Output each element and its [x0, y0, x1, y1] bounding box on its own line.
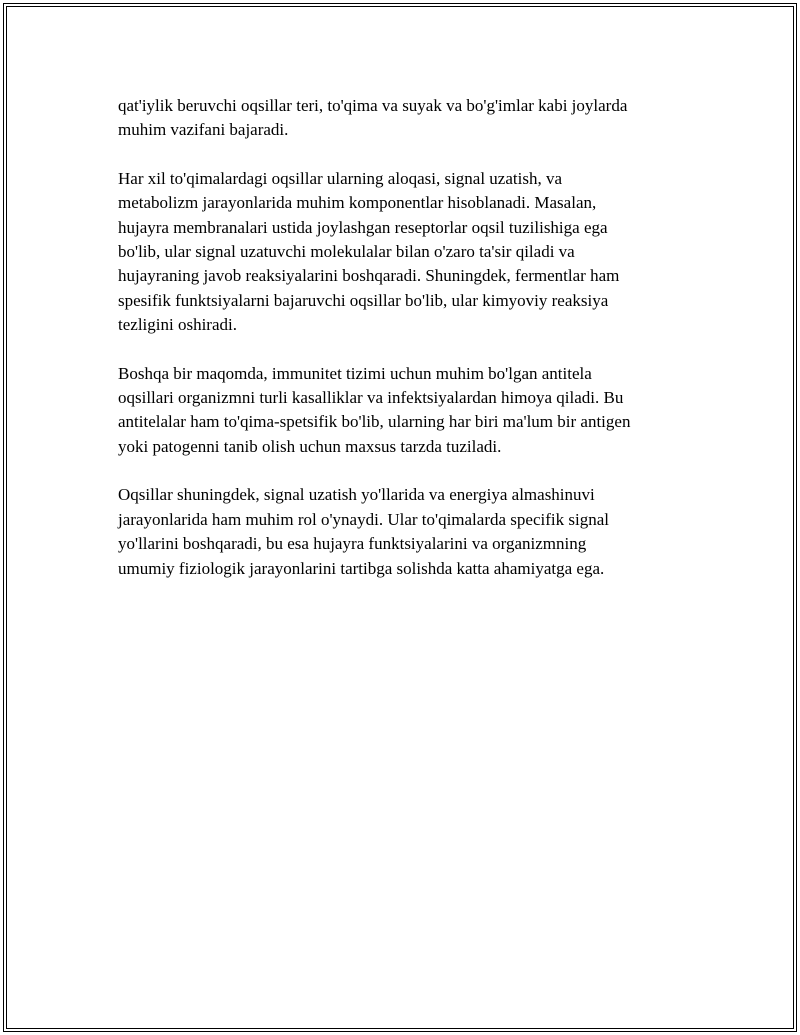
paragraph-4: Oqsillar shuningdek, signal uzatish yo'llarida va energiya almashinuvi jarayonlarida ham muhim rol o'ynaydi. Ular to'qimalarda specifik signal yo'llarini boshqaradi, bu esa hujayra funktsiyalarini va organizmning umumiy fiziologik jarayonlarini tartibga solishda katta ahamiyatga ega.	[118, 485, 609, 578]
paragraph-3: Boshqa bir maqomda, immunitet tizimi uchun muhim bo'lgan antitela oqsillari organizmni turli kasalliklar va infektsiyalardan himoya qiladi. Bu antitelalar ham to'qima-spetsifik bo'lib, ularning har biri ma'lum bir antigen yoki patogenni tanib olish uchun maxsus tarzda tuziladi.	[118, 363, 631, 456]
paragraph-2: Har xil to'qimalardagi oqsillar ularning aloqasi, signal uzatish, va metabolizm jarayonlarida muhim komponentlar hisoblanadi. Masalan, hujayra membranalari ustida joylashgan reseptorlar oqsil tuzilishiga ega bo'lib, ular signal uzatuvchi molekulalar bilan o'zaro ta'sir qiladi va hujayraning javob reaksiyalarini boshqaradi. Shuningdek, fermentlar ham spesifik funktsiyalarni bajaruvchi oqsillar bo'lib, ular kimyoviy reaksiya tezligini oshiradi.	[118, 168, 620, 335]
paragraph-1: qat'iylik beruvchi oqsillar teri, to'qima va suyak va bo'g'imlar kabi joylarda muhim vazifani bajaradi.	[118, 96, 628, 140]
document-body	[118, 94, 698, 605]
